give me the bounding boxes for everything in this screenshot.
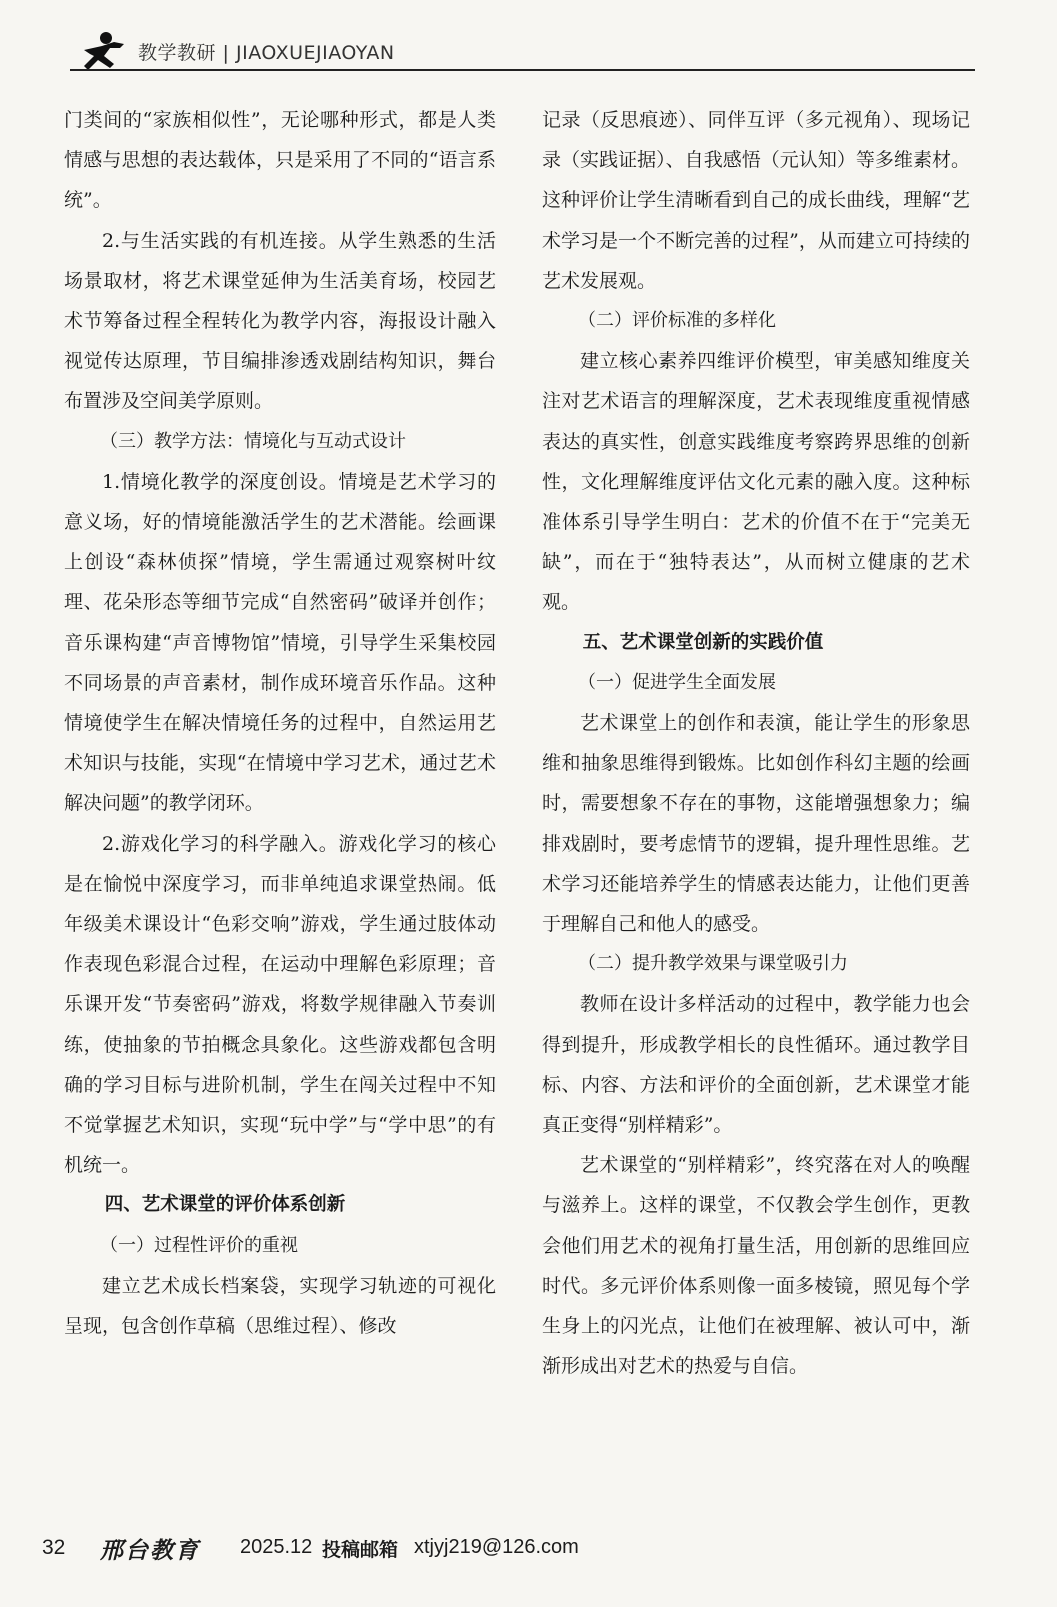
page-number: 32 [42,1536,66,1559]
paragraph: 门类间的“家族相似性”，无论哪种形式，都是人类情感与思想的表达载体，只是采用了不同的“语言系统”。 [64,109,496,212]
section-heading: 五、艺术课堂创新的实践价值 [582,631,824,653]
paragraph: 教师在设计多样活动的过程中，教学能力也会得到提升，形成教学相长的良性循环。通过教学目标、内容、方法和评价的全面创新，艺术课堂才能真正变得“别样精彩”。 [542,993,970,1137]
paragraph: 2.游戏化学习的科学融入。游戏化学习的核心是在愉悦中深度学习，而非单纯追求课堂热闹。低年级美术课设计“色彩交响”游戏，学生通过肢体动作表现色彩混合过程，在运动中理解色彩原理；音乐课开发“节奏密码”游戏，将数学规律融入节奏训练，使抽象的节拍概念具象化。这些游戏都包含明确的学习目标与进阶机制，学生在闯关过程中不知不觉掌握艺术知识，实现“玩中学”与“学中思”的有机统一。 [64,832,496,1177]
paragraph: 记录（反思痕迹）、同伴互评（多元视角）、现场记录（实践证据）、自我感悟（元认知）等多维素材。这种评价让学生清晰看到自己的成长曲线，理解“艺术学习是一个不断完善的过程”，从而建立可持续的艺术发展观。 [542,109,970,292]
right-column [542,100,970,1387]
page-footer [42,1530,642,1566]
submit-email-label: 投稿邮箱 [322,1539,399,1561]
paragraph: 建立艺术成长档案袋，实现学习轨迹的可视化呈现，包含创作草稿（思维过程）、修改 [64,1274,496,1338]
paragraph: 2.与生活实践的有机连接。从学生熟悉的生活场景取材，将艺术课堂延伸为生活美育场，校园艺术节筹备过程全程转化为教学内容，海报设计融入视觉传达原理，节目编排渗透戏剧结构知识，舞台布置涉及空间美学原则。 [64,229,496,413]
subsection-heading: （一）促进学生全面发展 [578,671,776,693]
paragraph: 建立核心素养四维评价模型，审美感知维度关注对艺术语言的理解深度，艺术表现维度重视情感表达的真实性，创意实践维度考察跨界思维的创新性，文化理解维度评估文化元素的融入度。这种标准体系引导学生明白：艺术的价值不在于“完美无缺”，而在于“独特表达”，从而树立健康的艺术观。 [542,350,970,614]
subsection-heading: （二）评价标准的多样化 [578,310,776,332]
paragraph: 1.情境化教学的深度创设。情境是艺术学习的意义场，好的情境能激活学生的艺术潜能。绘画课上创设“森林侦探”情境，学生需通过观察树叶纹理、花朵形态等细节完成“自然密码”破译并创作；音乐课构建“声音博物馆”情境，引导学生采集校园不同场景的声音素材，制作成环境音乐作品。这种情境使学生在解决情境任务的过程中，自然运用艺术知识与技能，实现“在情境中学习艺术，通过艺术解决问题”的教学闭环。 [64,470,496,815]
running-figure-logo-icon [80,30,128,72]
section-heading: 四、艺术课堂的评价体系创新 [104,1194,346,1216]
paragraph: 艺术课堂的“别样精彩”，终究落在对人的唤醒与滋养上。这样的课堂，不仅教会学生创作，更教会他们用艺术的视角打量生活，用创新的思维回应时代。多元评价体系则像一面多棱镜，照见每个学生身上的闪光点，让他们在被理解、被认可中，渐渐形成出对艺术的热爱与自信。 [542,1154,970,1378]
submit-email: xtjyj219@126.com [414,1536,579,1558]
paragraph: 艺术课堂上的创作和表演，能让学生的形象思维和抽象思维得到锻炼。比如创作科幻主题的绘画时，需要想象不存在的事物，这能增强想象力；编排戏剧时，要考虑情节的逻辑，提升理性思维。艺术学习还能培养学生的情感表达能力，让他们更善于理解自己和他人的感受。 [542,712,970,936]
subsection-heading: （一）过程性评价的重视 [100,1234,298,1256]
header-rule [70,69,975,71]
magazine-name: 邢台教育 [100,1537,200,1564]
header-title: 教学教研 | JIAOXUEJIAOYAN [138,42,395,64]
issue-date: 2025.12 [240,1536,313,1558]
subsection-heading: （二）提升教学效果与课堂吸引力 [578,953,848,975]
page-header [70,24,975,76]
subsection-heading: （三）教学方法：情境化与互动式设计 [100,430,406,452]
left-column [64,100,496,1346]
